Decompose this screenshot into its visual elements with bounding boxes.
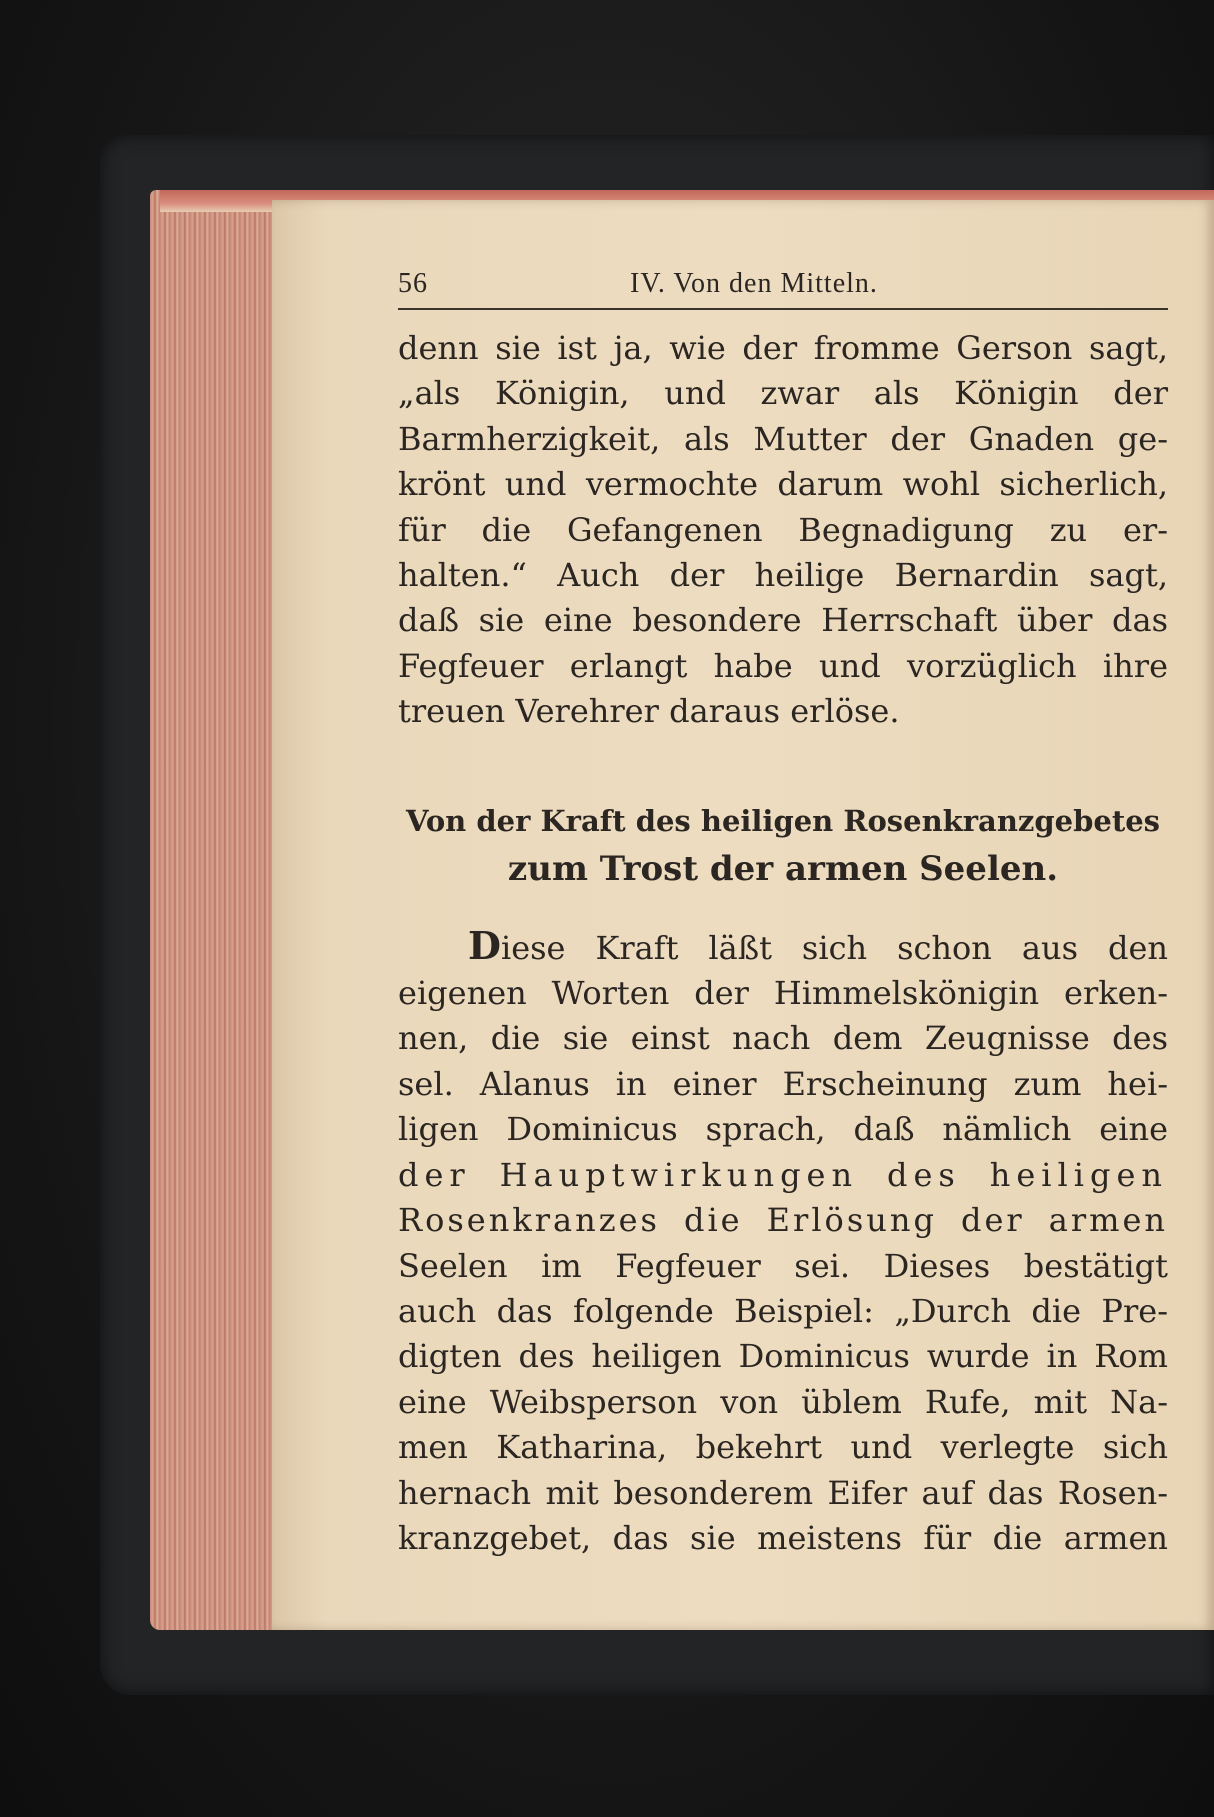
page-content (398, 268, 1168, 1561)
text-line: treuen Verehrer daraus erlöse. (398, 692, 900, 731)
text-line: kranzgebet, das sie meistens für die armen (398, 1518, 1168, 1557)
text-line: sel. Alanus in einer Erscheinung zum hei- (398, 1064, 1168, 1103)
text-line: hernach mit besonderem Eifer auf das Rosen- (398, 1473, 1168, 1512)
text-line: men Katharina, bekehrt und verlegte sich (398, 1428, 1168, 1467)
paragraph-2 (398, 923, 1168, 1562)
text-line: denn sie ist ja, wie der fromme Gerson sagt, (398, 329, 1168, 367)
section-heading-line-1: Von der Kraft des heiligen Rosenkranzgebetes (406, 803, 1160, 838)
text-line: eigenen Worten der Himmelskönigin erken- (398, 974, 1168, 1013)
text-line: nen, die sie einst nach dem Zeugnisse des (398, 1019, 1168, 1058)
section-heading-line-2: zum Trost der armen Seelen. (507, 848, 1059, 889)
text-line: eine Weibsperson von üblem Rufe, mit Na- (398, 1382, 1168, 1421)
drop-letter: D (468, 922, 501, 968)
text-line: der Hauptwirkungen des heiligen (398, 1155, 1168, 1194)
text-line: Seelen im Fegfeuer sei. Dieses bestätigt (398, 1246, 1168, 1285)
text-line: für die Gefangenen Begnadigung zu er- (398, 510, 1168, 549)
page-edges (150, 190, 280, 1630)
text-line: halten.“ Auch der heilige Bernardin sagt, (398, 556, 1168, 595)
running-head-title: IV. Von den Mitteln. (630, 268, 878, 299)
page-number: 56 (398, 268, 428, 299)
text-line: ligen Dominicus sprach, daß nämlich eine (398, 1110, 1168, 1149)
text-line-first-rest: iese Kraft läßt sich schon aus den (500, 928, 1168, 967)
section-heading (398, 797, 1168, 893)
text-line: Fegfeuer erlangt habe und vorzüglich ihre (398, 646, 1168, 685)
text-line-first (398, 923, 1168, 971)
text-line: krönt und vermochte darum wohl sicherlich, (398, 465, 1168, 504)
text-line: Rosenkranzes die Erlösung der armen (398, 1201, 1168, 1240)
paragraph-1 (398, 326, 1168, 735)
text-line: daß sie eine besondere Herrschaft über das (398, 601, 1168, 640)
text-line: „als Königin, und zwar als Königin der (398, 374, 1168, 413)
text-line: auch das folgende Beispiel: „Durch die Pre- (398, 1291, 1168, 1330)
text-line: digten des heiligen Dominicus wurde in Rom (398, 1337, 1168, 1376)
text-line: Barmherzigkeit, als Mutter der Gnaden ge- (398, 419, 1168, 458)
running-head (398, 268, 1168, 310)
